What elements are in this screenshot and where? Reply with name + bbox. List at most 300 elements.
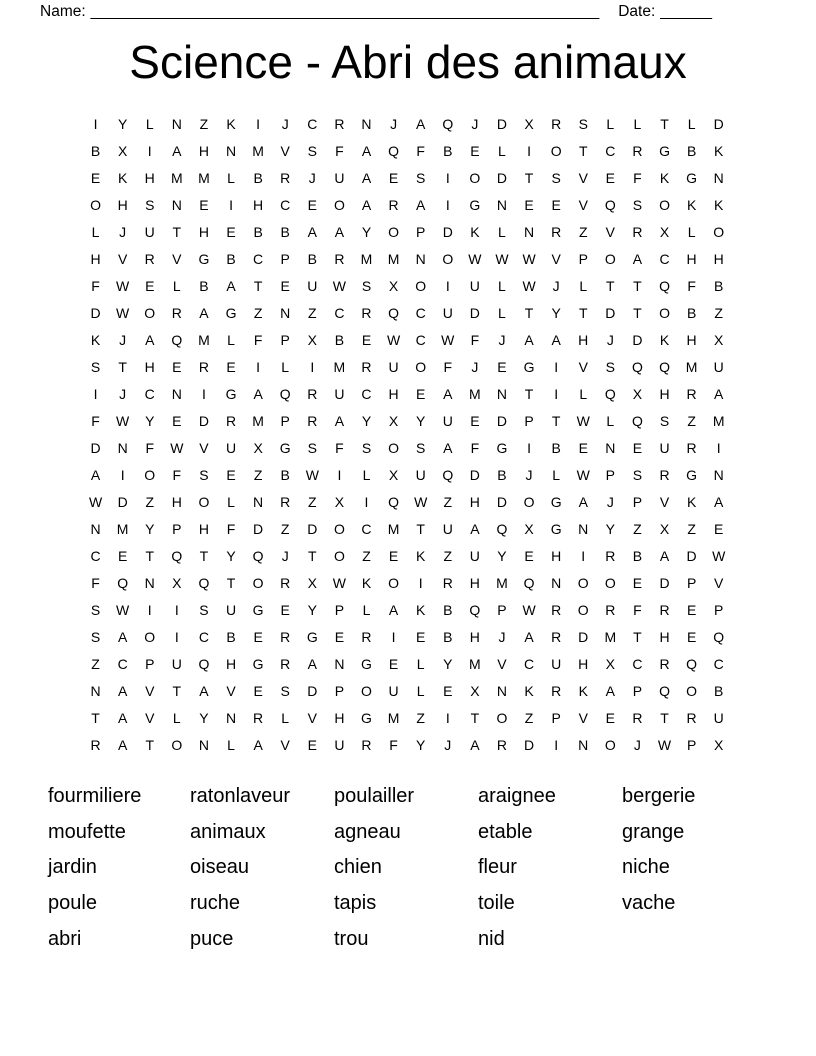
grid-cell: C — [334, 304, 345, 321]
grid-cell: X — [253, 439, 263, 456]
grid-cell: S — [307, 142, 317, 159]
grid-cell: S — [551, 169, 561, 186]
word-list-column — [190, 779, 334, 958]
grid-cell: I — [445, 277, 450, 294]
grid-cell: T — [524, 385, 534, 402]
grid-cell: P — [497, 601, 507, 618]
grid-cell: I — [147, 601, 152, 618]
grid-cell: C — [415, 304, 426, 321]
grid-cell: P — [632, 493, 643, 510]
grid-cell: F — [91, 277, 100, 294]
grid-cell: M — [116, 520, 129, 537]
grid-cell: M — [469, 655, 481, 672]
grid-cell: C — [415, 331, 426, 348]
word-list — [48, 779, 816, 958]
grid-cell: W — [712, 547, 726, 564]
grid-cell: U — [469, 547, 480, 564]
grid-cell: G — [306, 628, 318, 645]
grid-cell: D — [469, 304, 480, 321]
grid-cell: A — [388, 601, 399, 618]
grid-cell: H — [198, 142, 209, 159]
grid-cell: W — [332, 574, 346, 591]
grid-cell: Z — [443, 547, 453, 564]
grid-cell: A — [361, 142, 372, 159]
grid-cell: R — [496, 736, 508, 753]
grid-cell: Q — [523, 574, 535, 591]
grid-cell: K — [90, 331, 101, 348]
grid-cell: J — [552, 277, 560, 294]
grid-cell: W — [522, 250, 536, 267]
grid-cell: D — [90, 304, 101, 321]
grid-cell: M — [333, 358, 346, 375]
grid-cell: Z — [91, 655, 100, 672]
grid-cell: Q — [117, 574, 129, 591]
grid-cell: B — [280, 466, 290, 483]
grid-cell: F — [633, 169, 642, 186]
grid-cell: A — [90, 466, 101, 483]
grid-cell: H — [144, 169, 155, 186]
word-item: poule — [48, 892, 97, 915]
grid-cell: T — [660, 115, 669, 132]
grid-cell: B — [253, 169, 263, 186]
word-list-column — [622, 779, 766, 958]
grid-cell: W — [88, 493, 103, 510]
word-item: araignee — [478, 785, 556, 807]
grid-cell: Z — [253, 466, 263, 483]
word-item: ratonlaveur — [190, 785, 291, 807]
grid-cell: F — [145, 439, 155, 456]
grid-cell: T — [633, 277, 642, 294]
grid-cell: R — [659, 466, 670, 483]
grid-cell: X — [307, 331, 317, 348]
grid-cell: I — [554, 385, 559, 402]
grid-cell: U — [225, 439, 237, 456]
grid-cell: E — [226, 223, 236, 240]
grid-cell: M — [170, 169, 183, 186]
grid-cell: A — [117, 736, 128, 753]
grid-cell: S — [90, 601, 101, 618]
grid-cell: Z — [578, 223, 588, 240]
name-blank-line[interactable]: ___________________________________________________________ — [90, 3, 600, 20]
grid-cell: O — [144, 466, 156, 483]
grid-cell: N — [334, 655, 345, 672]
grid-cell: W — [657, 736, 672, 753]
grid-cell: G — [469, 196, 481, 213]
grid-cell: H — [198, 223, 209, 240]
grid-cell: U — [415, 466, 426, 483]
grid-cell: L — [633, 115, 642, 132]
grid-cell: W — [116, 304, 130, 321]
grid-cell: I — [716, 439, 721, 456]
grid-cell: X — [632, 385, 643, 402]
grid-cell: R — [198, 358, 209, 375]
grid-cell: W — [332, 277, 346, 294]
grid-cell: W — [116, 277, 130, 294]
grid-cell: U — [551, 655, 562, 672]
grid-cell: R — [361, 358, 372, 375]
grid-cell: I — [201, 385, 206, 402]
grid-cell: D — [469, 466, 480, 483]
grid-cell: I — [120, 466, 125, 483]
grid-row — [82, 569, 732, 596]
grid-cell: X — [307, 574, 317, 591]
grid-cell: G — [361, 709, 372, 726]
grid-cell: K — [416, 601, 426, 618]
grid-cell: N — [144, 574, 155, 591]
grid-cell: V — [145, 709, 155, 726]
grid-cell: U — [442, 412, 453, 429]
grid-cell: O — [415, 277, 427, 294]
grid-cell: N — [225, 709, 237, 726]
grid-cell: M — [685, 358, 698, 375]
grid-cell: V — [497, 655, 507, 672]
word-item: toile — [478, 892, 515, 915]
grid-cell: R — [307, 412, 318, 429]
grid-cell: X — [388, 412, 399, 429]
grid-cell: R — [442, 574, 453, 591]
grid-cell: W — [414, 493, 428, 510]
grid-cell: Y — [416, 412, 426, 429]
grid-cell: M — [198, 331, 210, 348]
grid-cell: I — [554, 358, 559, 375]
grid-cell: P — [578, 250, 588, 267]
grid-cell: I — [256, 358, 261, 375]
grid-row — [82, 650, 732, 677]
grid-cell: Z — [524, 709, 534, 726]
grid-row — [82, 677, 732, 704]
word-list-column — [478, 779, 622, 958]
grid-cell: Q — [171, 331, 183, 348]
grid-cell: G — [252, 601, 264, 618]
grid-cell: N — [523, 223, 535, 240]
grid-cell: B — [551, 439, 561, 456]
grid-cell: I — [527, 439, 531, 456]
grid-cell: A — [226, 277, 236, 294]
grid-cell: Q — [659, 358, 670, 375]
grid-cell: T — [226, 574, 236, 591]
grid-cell: B — [714, 277, 724, 294]
grid-cell: J — [281, 115, 289, 132]
grid-cell: L — [687, 115, 696, 132]
grid-cell: D — [496, 493, 508, 510]
grid-cell: O — [415, 358, 427, 375]
grid-cell: X — [334, 493, 345, 510]
grid-cell: B — [686, 304, 697, 321]
grid-cell: X — [605, 655, 615, 672]
word-item: abri — [48, 927, 82, 950]
grid-cell: R — [686, 709, 697, 726]
word-item: vache — [622, 892, 676, 915]
grid-cell: I — [527, 142, 531, 159]
grid-cell: T — [145, 736, 155, 753]
grid-cell: A — [578, 493, 588, 510]
grid-cell: L — [281, 709, 290, 726]
grid-cell: O — [550, 142, 562, 159]
grid-cell: O — [388, 223, 400, 240]
grid-cell: A — [361, 196, 372, 213]
grid-cell: I — [256, 115, 261, 132]
grid-cell: A — [524, 628, 534, 645]
grid-cell: U — [171, 655, 182, 672]
grid-cell: M — [604, 628, 617, 645]
grid-cell: K — [524, 682, 534, 699]
word-item: fourmiliere — [48, 785, 142, 807]
grid-cell: D — [713, 115, 724, 132]
grid-cell: E — [416, 385, 426, 402]
grid-cell: O — [659, 196, 670, 213]
word-item: ruche — [190, 892, 241, 915]
grid-cell: X — [659, 223, 670, 240]
grid-cell: J — [119, 331, 127, 348]
grid-cell: P — [686, 574, 697, 591]
grid-cell: R — [686, 385, 697, 402]
grid-cell: T — [524, 304, 534, 321]
date-blank-line[interactable]: ______ — [660, 3, 712, 20]
grid-cell: X — [388, 277, 399, 294]
grid-cell: A — [443, 385, 453, 402]
grid-cell: A — [416, 115, 426, 132]
grid-cell: K — [578, 682, 588, 699]
grid-cell: T — [633, 304, 642, 321]
grid-cell: A — [605, 682, 615, 699]
grid-cell: P — [605, 466, 615, 483]
grid-cell: V — [226, 682, 236, 699]
grid-cell: C — [632, 655, 643, 672]
grid-cell: S — [632, 196, 643, 213]
grid-cell: Y — [145, 520, 155, 537]
grid-cell: Z — [199, 115, 209, 132]
grid-cell: S — [659, 412, 670, 429]
grid-cell: I — [445, 196, 450, 213]
grid-row — [82, 461, 732, 488]
grid-cell: H — [171, 493, 182, 510]
grid-cell: K — [470, 223, 480, 240]
grid-cell: O — [333, 196, 345, 213]
grid-cell: W — [468, 250, 482, 267]
grid-cell: A — [334, 412, 345, 429]
grid-cell: L — [687, 223, 696, 240]
grid-cell: J — [498, 628, 506, 645]
grid-cell: A — [117, 709, 128, 726]
grid-cell: D — [523, 736, 535, 753]
grid-cell: R — [361, 304, 372, 321]
grid-cell: T — [578, 142, 588, 159]
grid-cell: T — [660, 709, 669, 726]
grid-cell: A — [470, 520, 480, 537]
grid-cell: Z — [687, 520, 696, 537]
grid-cell: Z — [308, 304, 317, 321]
grid-cell: J — [471, 115, 479, 132]
grid-cell: C — [280, 196, 291, 213]
grid-cell: Q — [631, 358, 643, 375]
grid-cell: R — [225, 412, 237, 429]
grid-cell: L — [172, 277, 181, 294]
grid-row — [82, 353, 732, 380]
grid-cell: R — [551, 115, 562, 132]
grid-cell: G — [279, 439, 291, 456]
grid-row — [82, 326, 732, 353]
grid-cell: H — [686, 331, 697, 348]
grid-cell: R — [659, 601, 670, 618]
grid-cell: L — [281, 358, 290, 375]
grid-cell: U — [307, 277, 318, 294]
grid-cell: I — [93, 385, 98, 402]
grid-cell: Z — [280, 520, 290, 537]
grid-cell: N — [253, 493, 264, 510]
grid-row — [82, 137, 732, 164]
grid-cell: O — [171, 736, 183, 753]
grid-cell: Y — [117, 115, 128, 132]
grid-cell: C — [659, 250, 670, 267]
grid-cell: N — [361, 115, 372, 132]
grid-row — [82, 272, 732, 299]
grid-cell: I — [554, 736, 559, 753]
grid-row — [82, 488, 732, 515]
grid-cell: R — [659, 655, 670, 672]
grid-cell: E — [226, 466, 236, 483]
grid-cell: W — [305, 466, 319, 483]
grid-cell: P — [280, 412, 290, 429]
grid-cell: E — [145, 277, 155, 294]
grid-cell: O — [577, 601, 589, 618]
word-item: chien — [334, 856, 382, 879]
grid-cell: P — [172, 520, 182, 537]
grid-cell: C — [253, 250, 264, 267]
grid-cell: Z — [362, 547, 371, 564]
grid-cell: D — [307, 520, 318, 537]
grid-cell: N — [496, 385, 508, 402]
grid-cell: U — [713, 358, 724, 375]
grid-cell: A — [714, 385, 724, 402]
grid-cell: N — [713, 466, 724, 483]
grid-cell: B — [443, 142, 453, 159]
grid-cell: P — [334, 682, 345, 699]
grid-cell: V — [578, 358, 588, 375]
grid-cell: E — [470, 142, 480, 159]
grid-cell: E — [605, 169, 615, 186]
name-label: Name: — [40, 3, 86, 20]
grid-cell: N — [90, 682, 101, 699]
grid-row — [82, 218, 732, 245]
grid-cell: W — [386, 331, 401, 348]
grid-cell: C — [523, 655, 535, 672]
grid-cell: A — [416, 196, 426, 213]
grid-cell: G — [659, 142, 670, 159]
grid-cell: E — [334, 628, 345, 645]
grid-cell: Y — [361, 223, 372, 240]
grid-row — [82, 245, 732, 272]
grid-cell: S — [199, 601, 209, 618]
grid-cell: L — [498, 142, 506, 159]
grid-cell: O — [442, 250, 454, 267]
grid-cell: G — [361, 655, 372, 672]
grid-cell: L — [552, 466, 561, 483]
grid-cell: T — [578, 304, 588, 321]
grid-cell: H — [144, 358, 155, 375]
grid-cell: E — [388, 655, 399, 672]
grid-row — [82, 596, 732, 623]
grid-cell: U — [334, 736, 345, 753]
grid-cell: E — [578, 439, 588, 456]
grid-cell: H — [578, 331, 589, 348]
grid-cell: L — [498, 223, 506, 240]
grid-cell: N — [605, 439, 616, 456]
grid-cell: N — [171, 385, 182, 402]
grid-cell: H — [388, 385, 399, 402]
grid-cell: I — [581, 547, 586, 564]
grid-cell: T — [91, 709, 100, 726]
grid-cell: R — [632, 142, 643, 159]
grid-cell: Q — [171, 547, 183, 564]
grid-cell: I — [337, 466, 342, 483]
grid-cell: O — [333, 547, 345, 564]
grid-cell: D — [442, 223, 453, 240]
grid-cell: G — [523, 358, 535, 375]
word-item: agneau — [334, 820, 401, 843]
grid-cell: A — [334, 223, 345, 240]
grid-cell: R — [551, 628, 562, 645]
grid-cell: H — [334, 709, 345, 726]
grid-cell: A — [253, 385, 263, 402]
grid-cell: J — [525, 466, 533, 483]
grid-cell: B — [497, 466, 507, 483]
grid-cell: R — [388, 196, 399, 213]
grid-cell: X — [388, 466, 399, 483]
grid-cell: E — [253, 628, 263, 645]
grid-cell: R — [334, 115, 345, 132]
grid-cell: L — [227, 493, 235, 510]
grid-cell: Z — [633, 520, 642, 537]
grid-cell: E — [551, 196, 561, 213]
grid-cell: F — [443, 358, 453, 375]
grid-cell: F — [416, 142, 425, 159]
grid-cell: S — [280, 682, 290, 699]
grid-cell: N — [90, 520, 101, 537]
word-item: grange — [622, 820, 685, 843]
grid-cell: C — [605, 142, 616, 159]
grid-cell: P — [551, 709, 561, 726]
word-item: bergerie — [622, 785, 696, 807]
grid-cell: E — [307, 196, 317, 213]
grid-cell: R — [253, 709, 264, 726]
grid-cell: Z — [714, 304, 723, 321]
grid-cell: N — [578, 520, 589, 537]
grid-cell: B — [443, 628, 453, 645]
grid-cell: L — [227, 736, 235, 753]
grid-cell: S — [307, 439, 317, 456]
grid-cell: S — [145, 196, 155, 213]
grid-cell: O — [388, 439, 400, 456]
grid-cell: Q — [686, 655, 698, 672]
grid-cell: O — [333, 520, 345, 537]
grid-cell: A — [172, 142, 182, 159]
grid-cell: E — [416, 628, 426, 645]
grid-row — [82, 731, 732, 758]
date-field — [618, 2, 712, 22]
grid-cell: X — [470, 682, 480, 699]
grid-cell: E — [632, 574, 643, 591]
grid-cell: I — [174, 628, 179, 645]
grid-cell: A — [199, 682, 209, 699]
grid-cell: O — [90, 196, 101, 213]
grid-cell: A — [199, 304, 209, 321]
grid-cell: V — [578, 196, 588, 213]
grid-cell: A — [253, 736, 263, 753]
grid-cell: Q — [442, 466, 454, 483]
grid-cell: R — [551, 223, 562, 240]
word-item: oiseau — [190, 856, 249, 879]
grid-cell: E — [226, 358, 236, 375]
